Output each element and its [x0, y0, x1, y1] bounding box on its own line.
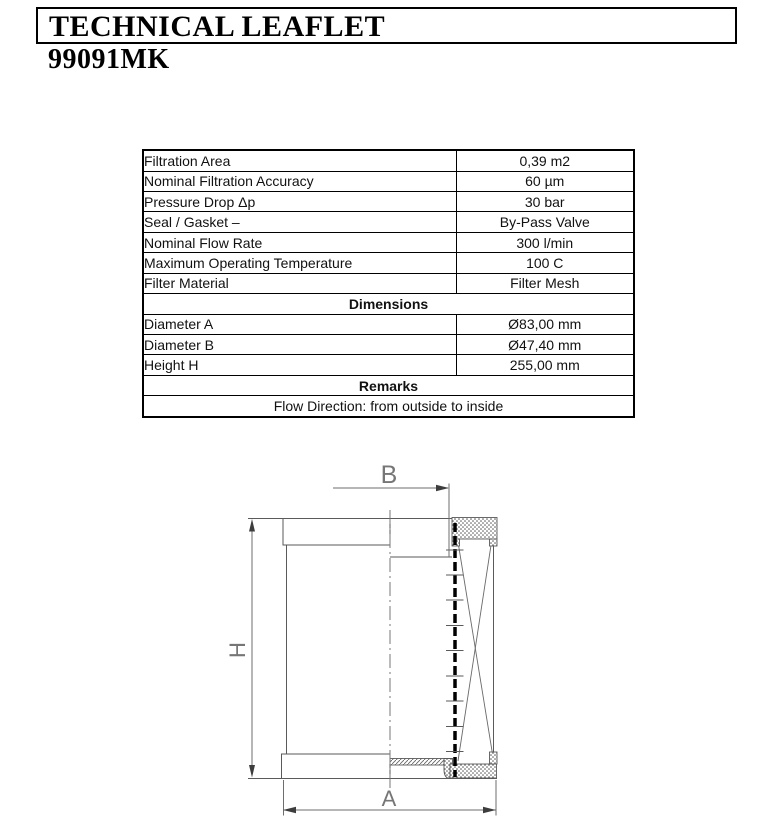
table-row: [143, 212, 634, 232]
dim-arrow-right: [436, 485, 449, 491]
table-row: [143, 273, 634, 293]
spec-label: Nominal Filtration Accuracy: [143, 171, 456, 191]
table-row: [143, 396, 634, 417]
spec-label: Diameter B: [143, 334, 456, 354]
spec-label: Height H: [143, 355, 456, 375]
header-box: [36, 7, 737, 44]
spec-label: Maximum Operating Temperature: [143, 253, 456, 273]
section-header-remarks: Remarks: [143, 375, 634, 395]
spec-label: Diameter A: [143, 314, 456, 334]
spec-table: [142, 149, 635, 418]
part-outline: [248, 519, 497, 779]
spec-label: Nominal Flow Rate: [143, 232, 456, 252]
inner-bottom-plate: [390, 759, 444, 766]
spec-label: Pressure Drop Δp: [143, 192, 456, 212]
dim-label-b: B: [380, 461, 398, 489]
dim-label-a: A: [381, 786, 397, 811]
section-header-row: [143, 294, 634, 314]
spec-label: Filter Material: [143, 273, 456, 293]
table-row: [143, 192, 634, 212]
filter-drawing: [0, 440, 778, 828]
spec-value: 60 µm: [456, 171, 634, 191]
spec-label: Filtration Area: [143, 150, 456, 171]
table-row: [143, 334, 634, 354]
dim-arrow-up: [249, 519, 255, 532]
spec-value: 300 l/min: [456, 232, 634, 252]
spec-value: Filter Mesh: [456, 273, 634, 293]
spec-value: 0,39 m2: [456, 150, 634, 171]
dim-arrow-left: [283, 807, 296, 813]
section-header-row: [143, 375, 634, 395]
section-header-dimensions: Dimensions: [143, 294, 634, 314]
bottom-cap-section: [450, 764, 497, 778]
page-title: TECHNICAL LEAFLET: [49, 9, 386, 43]
table-row: [143, 355, 634, 375]
spec-value: Ø47,40 mm: [456, 334, 634, 354]
remarks-note: Flow Direction: from outside to inside: [143, 396, 634, 417]
bottom-cap-lip-right: [490, 752, 498, 764]
spec-value: 255,00 mm: [456, 355, 634, 375]
table-row: [143, 150, 634, 171]
part-number: 99091MK: [48, 44, 170, 75]
top-cap-lip-right: [490, 539, 498, 546]
spec-value: 30 bar: [456, 192, 634, 212]
dim-arrow-right: [483, 807, 496, 813]
spec-value: By-Pass Valve: [456, 212, 634, 232]
top-cap-left: [283, 519, 390, 546]
table-row: [143, 253, 634, 273]
table-row: [143, 314, 634, 334]
dimension-a: [283, 780, 496, 816]
spec-value: Ø83,00 mm: [456, 314, 634, 334]
dimension-h: [225, 519, 255, 778]
dim-label-h: H: [225, 642, 250, 658]
dim-arrow-down: [249, 765, 255, 778]
spec-value: 100 C: [456, 253, 634, 273]
spec-label: Seal / Gasket –: [143, 212, 456, 232]
table-row: [143, 171, 634, 191]
top-cap-section: [452, 518, 497, 540]
bottom-cap-left: [282, 754, 391, 779]
table-row: [143, 232, 634, 252]
